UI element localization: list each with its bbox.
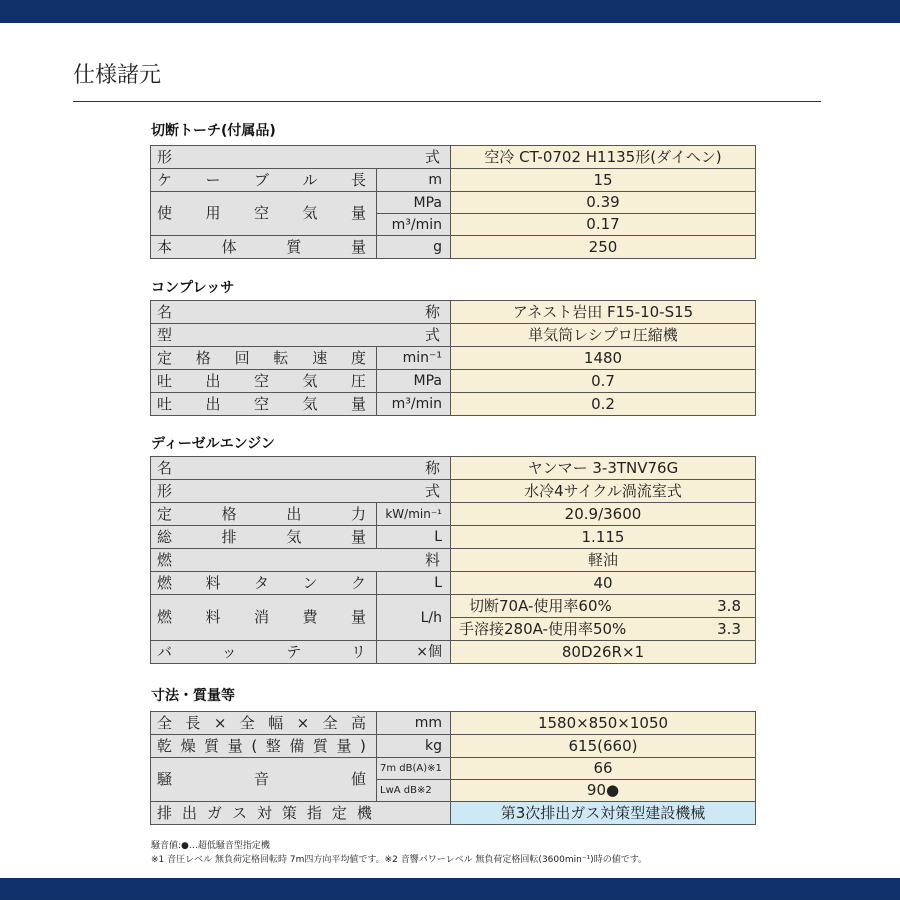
label-char: 気 <box>302 394 318 413</box>
label-char: 称 <box>424 302 440 321</box>
row-label-text <box>157 170 370 189</box>
table-row <box>151 301 756 324</box>
label-char: 全 <box>322 713 338 732</box>
row-label-text <box>157 772 370 787</box>
row-value: 80D26R×1 <box>451 641 756 664</box>
label-char: 速 <box>312 348 328 367</box>
label-char: 備 <box>289 736 305 755</box>
row-unit: L/h <box>377 595 451 641</box>
label-char: 料 <box>424 550 440 569</box>
label-char: 空 <box>253 371 269 390</box>
label-char: 出 <box>286 504 302 523</box>
row-unit: 7m dB(A)※1 <box>377 758 451 780</box>
row-label <box>151 146 451 169</box>
row-label-text <box>157 504 370 523</box>
label-char: × <box>296 713 310 732</box>
row-value: 0.2 <box>451 393 756 416</box>
row-unit: m³/min <box>377 393 451 416</box>
row-unit: min⁻¹ <box>377 347 451 370</box>
label-char: 回 <box>234 348 250 367</box>
row-value: 0.7 <box>451 370 756 393</box>
row-unit: kg <box>377 735 451 758</box>
row-label-text <box>157 481 444 500</box>
label-char: 空 <box>253 394 269 413</box>
label-char: ッ <box>221 642 237 661</box>
row-label <box>151 192 377 236</box>
row-label <box>151 572 377 595</box>
label-char: 量 <box>350 608 366 626</box>
label-char: 排 <box>221 527 237 546</box>
label-char: バ <box>157 642 173 661</box>
table-row <box>151 503 756 526</box>
label-char: 騒 <box>157 770 173 788</box>
row-label-text <box>157 302 444 321</box>
row-value: 0.17 <box>451 214 756 236</box>
label-char: 長 <box>350 170 366 189</box>
row-value: 20.9/3600 <box>451 503 756 526</box>
label-char: 気 <box>302 204 318 222</box>
row-unit: MPa <box>377 192 451 214</box>
row-label <box>151 526 377 549</box>
section-title-compressor: コンプレッサ <box>151 280 235 296</box>
row-label-text <box>157 803 444 822</box>
label-char: 用 <box>205 204 221 222</box>
label-char: 総 <box>157 527 173 546</box>
row-label-text <box>157 550 444 569</box>
label-char: 音 <box>253 770 269 788</box>
value-label: 切断70A-使用率60% <box>469 596 612 615</box>
row-label <box>151 480 451 503</box>
row-label-text <box>157 610 370 625</box>
label-char: 力 <box>350 504 366 523</box>
row-label <box>151 595 377 641</box>
row-unit: ×個 <box>377 641 451 664</box>
label-char: 対 <box>256 803 272 822</box>
row-label-text <box>157 736 370 755</box>
label-char: 名 <box>157 458 173 477</box>
row-unit: mm <box>377 712 451 735</box>
label-char: 策 <box>281 803 297 822</box>
label-char: 料 <box>205 573 221 592</box>
label-char: 気 <box>302 371 318 390</box>
row-unit: L <box>377 572 451 595</box>
section-title-dimensions: 寸法・質量等 <box>151 688 235 704</box>
label-char: 幅 <box>268 713 284 732</box>
row-value: 1.115 <box>451 526 756 549</box>
row-label <box>151 549 451 572</box>
row-unit: L <box>377 526 451 549</box>
label-char: 出 <box>205 371 221 390</box>
row-label-text <box>157 527 370 546</box>
row-value: 0.39 <box>451 192 756 214</box>
row-unit: kW/min⁻¹ <box>377 503 451 526</box>
label-char: 量 <box>350 237 366 256</box>
row-value: 空冷 CT-0702 H1135形(ダイヘン) <box>451 146 756 169</box>
label-char: 全 <box>157 713 173 732</box>
label-char: 値 <box>350 770 366 788</box>
label-char: 式 <box>424 147 440 166</box>
row-unit: m³/min <box>377 214 451 236</box>
label-char: 消 <box>253 608 269 626</box>
table-row <box>151 526 756 549</box>
title-divider <box>73 101 821 102</box>
label-char: 定 <box>157 504 173 523</box>
label-char: 排 <box>157 803 173 822</box>
table-row <box>151 347 756 370</box>
label-char: 格 <box>195 348 211 367</box>
row-unit: LwA dB※2 <box>377 780 451 802</box>
table-row <box>151 641 756 664</box>
table-row <box>151 735 756 758</box>
label-char: 転 <box>273 348 289 367</box>
row-value: 軽油 <box>451 549 756 572</box>
label-char: 機 <box>356 803 372 822</box>
label-char: 量 <box>350 394 366 413</box>
row-label <box>151 301 451 324</box>
row-unit: g <box>377 236 451 259</box>
label-char: 形 <box>157 481 173 500</box>
table-row <box>151 192 756 214</box>
label-char: 吐 <box>157 371 173 390</box>
label-char: 出 <box>181 803 197 822</box>
value-label: 手溶接280A-使用率50% <box>459 619 627 638</box>
row-value: 250 <box>451 236 756 259</box>
row-label-text <box>157 325 444 344</box>
row-value: 水冷4サイクル渦流室式 <box>451 480 756 503</box>
row-label-text <box>157 206 370 221</box>
label-char: 長 <box>185 713 201 732</box>
label-char: 出 <box>205 394 221 413</box>
row-value: 1580×850×1050 <box>451 712 756 735</box>
row-value: 単気筒レシプロ圧縮機 <box>451 324 756 347</box>
table-row <box>151 595 756 618</box>
table-row <box>151 549 756 572</box>
value-number: 3.8 <box>717 596 741 615</box>
label-char: ) <box>360 736 366 755</box>
table-row <box>151 370 756 393</box>
label-char: 式 <box>424 325 440 344</box>
label-char: 度 <box>350 348 366 367</box>
label-char: ケ <box>157 170 173 189</box>
row-value: 第3次排出ガス対策型建設機械 <box>451 802 756 825</box>
label-char: リ <box>350 642 366 661</box>
label-char: タ <box>253 573 269 592</box>
label-char: 乾 <box>157 736 173 755</box>
row-label-text <box>157 237 370 256</box>
row-label <box>151 393 377 416</box>
row-label <box>151 735 377 758</box>
row-label <box>151 457 451 480</box>
label-char: 気 <box>286 527 302 546</box>
label-char: ー <box>205 170 221 189</box>
label-char: 圧 <box>350 371 366 390</box>
row-value: 66 <box>451 758 756 780</box>
label-char: 称 <box>424 458 440 477</box>
row-label <box>151 712 377 735</box>
row-label <box>151 347 377 370</box>
table-row <box>151 480 756 503</box>
engine-spec-table <box>150 456 756 664</box>
label-char: ( <box>251 736 258 755</box>
label-char: 吐 <box>157 394 173 413</box>
label-char: 燃 <box>157 573 173 592</box>
table-row <box>151 169 756 192</box>
row-label <box>151 236 377 259</box>
label-char: 費 <box>302 608 318 626</box>
table-row <box>151 802 756 825</box>
label-char: 本 <box>157 237 173 256</box>
label-char: 式 <box>424 481 440 500</box>
row-value: 40 <box>451 572 756 595</box>
row-value <box>451 595 756 618</box>
row-label <box>151 802 451 825</box>
section-title-engine: ディーゼルエンジン <box>151 436 275 452</box>
label-char: 名 <box>157 302 173 321</box>
row-label-text <box>157 642 370 661</box>
label-char: 質 <box>204 736 220 755</box>
row-value: アネスト岩田 F15-10-S15 <box>451 301 756 324</box>
row-label-text <box>157 573 370 592</box>
label-char: 体 <box>221 237 237 256</box>
row-label-text <box>157 147 444 166</box>
footnote-legend: 騒音値:●…超低騒音型指定機 <box>151 841 270 851</box>
row-label <box>151 370 377 393</box>
row-label <box>151 641 377 664</box>
footnote-notes: ※1 音圧レベル 無負荷定格回転時 7m四方向平均値です。※2 音響パワーレベル 無負荷定格回転(3600min⁻¹)時の値です。 <box>151 855 647 865</box>
table-row <box>151 393 756 416</box>
label-char: 燃 <box>157 550 173 569</box>
row-label-text <box>157 371 370 390</box>
table-row <box>151 572 756 595</box>
label-char: 型 <box>157 325 173 344</box>
label-char: 形 <box>157 147 173 166</box>
row-value: 615(660) <box>451 735 756 758</box>
torch-spec-table <box>150 145 756 259</box>
label-char: ル <box>302 170 318 189</box>
page-title: 仕様諸元 <box>73 63 162 88</box>
label-char: 量 <box>350 527 366 546</box>
label-char: 燥 <box>180 736 196 755</box>
label-char: 格 <box>221 504 237 523</box>
row-label <box>151 758 377 802</box>
table-row <box>151 712 756 735</box>
label-char: 料 <box>205 608 221 626</box>
label-char: 量 <box>350 204 366 222</box>
label-char: 燃 <box>157 608 173 626</box>
row-label-text <box>157 394 370 413</box>
label-char: × <box>213 713 227 732</box>
label-char: 空 <box>253 204 269 222</box>
top-banner <box>0 0 900 23</box>
label-char: ク <box>350 573 366 592</box>
dimensions-spec-table <box>150 711 756 825</box>
label-char: 質 <box>286 237 302 256</box>
label-char: 量 <box>336 736 352 755</box>
row-label <box>151 503 377 526</box>
label-char: 使 <box>157 204 173 222</box>
label-char: 定 <box>331 803 347 822</box>
label-char: 定 <box>157 348 173 367</box>
row-value <box>451 618 756 641</box>
label-char: ス <box>231 803 247 822</box>
label-char: 整 <box>265 736 281 755</box>
row-value: ヤンマー 3-3TNV76G <box>451 457 756 480</box>
label-char: テ <box>286 642 302 661</box>
row-value: 1480 <box>451 347 756 370</box>
table-row <box>151 146 756 169</box>
table-row <box>151 758 756 780</box>
row-unit: MPa <box>377 370 451 393</box>
label-char: 全 <box>239 713 255 732</box>
row-label <box>151 324 451 347</box>
row-label-text <box>157 713 370 732</box>
row-value: 90● <box>451 780 756 802</box>
label-char: 質 <box>312 736 328 755</box>
row-label-text <box>157 458 444 477</box>
row-value: 15 <box>451 169 756 192</box>
table-row <box>151 324 756 347</box>
section-title-torch: 切断トーチ(付属品) <box>151 123 276 139</box>
row-unit: m <box>377 169 451 192</box>
row-label-text <box>157 348 370 367</box>
compressor-spec-table <box>150 300 756 416</box>
label-char: ブ <box>253 170 269 189</box>
row-label <box>151 169 377 192</box>
label-char: 指 <box>306 803 322 822</box>
table-row <box>151 457 756 480</box>
label-char: ン <box>302 573 318 592</box>
label-char: 量 <box>227 736 243 755</box>
value-number: 3.3 <box>717 619 741 638</box>
label-char: 高 <box>350 713 366 732</box>
label-char: ガ <box>206 803 222 822</box>
bottom-banner <box>0 878 900 900</box>
table-row <box>151 236 756 259</box>
